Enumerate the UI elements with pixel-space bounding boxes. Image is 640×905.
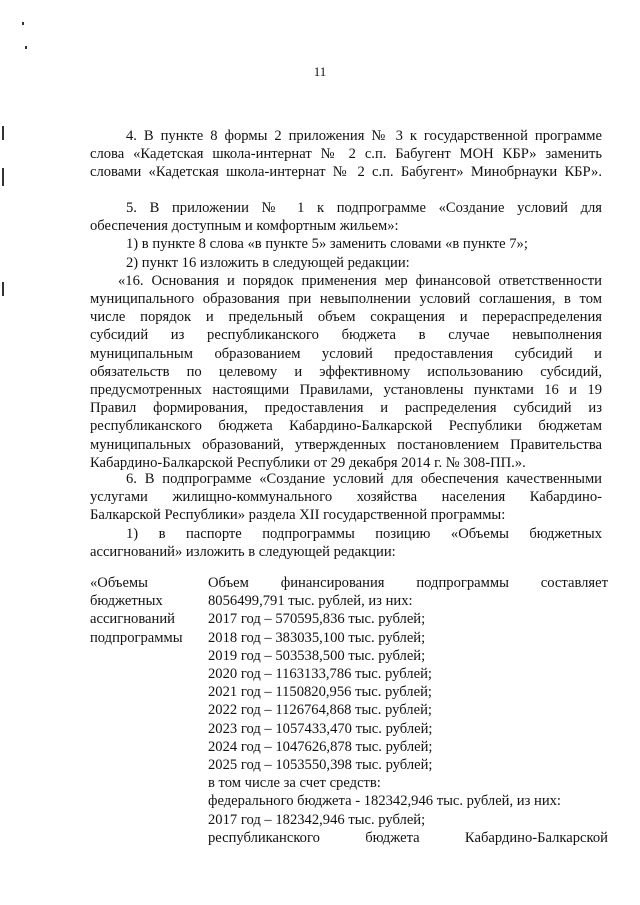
value-line: 2025 год – 1053550,398 тыс. рублей; [208, 757, 433, 774]
paragraph-5 [90, 199, 602, 472]
text-line: обеспечения доступным и комфортным жильем»: [90, 218, 399, 235]
text-line: 5. В приложении № 1 к подпрограмме «Создание условий для [126, 200, 602, 216]
label-line: «Объемы [90, 575, 148, 591]
quote-line: муниципальным образованием условий предоставления субсидий и [90, 345, 602, 362]
value-line: 2023 год – 1057433,470 тыс. рублей; [208, 720, 433, 737]
value-line: 2020 год – 1163133,786 тыс. рублей; [208, 666, 432, 683]
quote-line: Правил формирования, предоставления и распределения субсидий из [90, 400, 602, 417]
value-line: в том числе за счет средств: [208, 775, 381, 792]
scan-speck [22, 22, 24, 25]
label-line: бюджетных [90, 593, 163, 610]
value-line: 2017 год – 570595,836 тыс. рублей; [208, 611, 426, 628]
quote-line: Кабардино-Балкарской Республики от 29 декабря 2014 г. № 308-ПП.». [90, 454, 526, 471]
text-line: услугами жилищно-коммунального хозяйства населения Кабардино- [90, 489, 602, 506]
quote-line: муниципальных образований, утвержденных постановлением Правительства [90, 436, 602, 453]
value-line: федерального бюджета - 182342,946 тыс. рублей, из них: [208, 793, 561, 810]
value-line: 2017 год – 182342,946 тыс. рублей; [208, 811, 426, 828]
scan-speck [2, 282, 4, 296]
table-label-cell [90, 574, 200, 647]
value-line: 2021 год – 1150820,956 тыс. рублей; [208, 684, 432, 701]
quote-line: субсидий из республиканского бюджета в случае невыполнения [90, 327, 602, 344]
quote-line: республиканского бюджета Кабардино-Балкарской Республики бюджетам [90, 418, 602, 435]
list-item: 2) пункт 16 изложить в следующей редакции: [126, 254, 410, 271]
paragraph-6 [90, 470, 602, 561]
value-line: 2024 год – 1047626,878 тыс. рублей; [208, 738, 433, 755]
value-line: 2019 год – 503538,500 тыс. рублей; [208, 647, 426, 664]
value-line: 8056499,791 тыс. рублей, из них: [208, 593, 413, 610]
quote-line: предусмотренных настоящими Правилами, установлены пунктами 16 и 19 [90, 382, 602, 399]
page-number: 11 [313, 64, 327, 79]
value-line: 2018 год – 383035,100 тыс. рублей; [208, 629, 426, 646]
text-line: 6. В подпрограмме «Создание условий для обеспечения качественными [126, 471, 602, 487]
text-line: Балкарской Республики» раздела XII государственной программы: [90, 507, 506, 524]
scan-speck [2, 168, 4, 186]
scan-speck [25, 46, 27, 49]
quote-line: муниципального образования при невыполнении условий соглашения, в том [90, 291, 602, 308]
label-line: ассигнований [90, 611, 175, 628]
quote-line: обязательств по целевому и эффективному использованию субсидий, [90, 363, 602, 380]
list-item: 1) в пункте 8 слова «в пункте 5» заменить словами «в пункте 7»; [126, 236, 528, 253]
scan-speck [2, 126, 4, 140]
text-line: ассигнований» изложить в следующей редакции: [90, 543, 396, 560]
text-line: 4. В пункте 8 формы 2 приложения № 3 к государственной программе [126, 128, 602, 144]
text-line: слова «Кадетская школа-интернат № 2 с.п. Бабугент МОН КБР» заменить [90, 146, 602, 163]
value-line: Объем финансирования подпрограммы составляет [208, 575, 608, 591]
quote-line: «16. Основания и порядок применения мер финансовой ответственности [118, 272, 602, 289]
text-line: словами «Кадетская школа-интернат № 2 с.п. Бабугент» Минобрнауки КБР». [90, 164, 602, 181]
value-line: 2022 год – 1126764,868 тыс. рублей; [208, 702, 432, 719]
paragraph-4 [90, 127, 602, 182]
quote-line: числе порядок и предельный объем сокращения и перераспределения [90, 309, 602, 326]
text-line: 1) в паспорте подпрограммы позицию «Объемы бюджетных [126, 525, 602, 542]
label-line: подпрограммы [90, 629, 183, 646]
value-line: республиканского бюджета Кабардино-Балкарской [208, 829, 608, 846]
table-value-cell [208, 574, 608, 847]
